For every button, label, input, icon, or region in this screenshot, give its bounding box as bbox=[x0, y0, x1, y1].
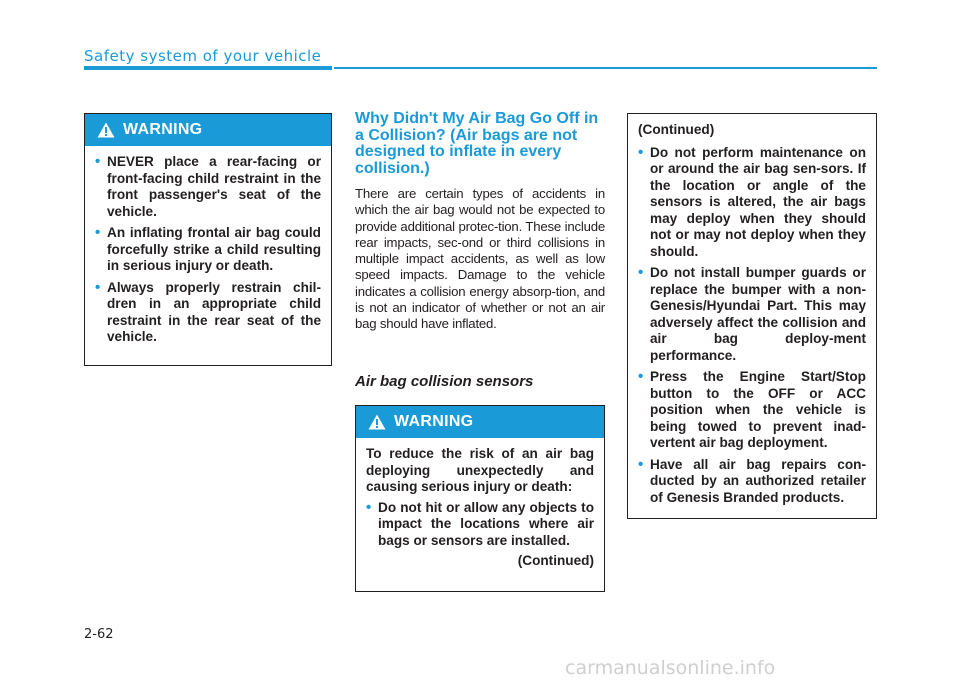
header-rule-line bbox=[334, 67, 877, 69]
page-number: 2-62 bbox=[84, 627, 114, 642]
warning-bullet: • Do not perform maintenance on or around the air bag sen-sors. If the location or angle of the sensors is altered, the air bags may deploy when they should not or may not deploy when they should. bbox=[638, 145, 866, 261]
warning-bullet: • NEVER place a rear-facing or front-facing child restraint in the front passenger's seat of the vehicle. bbox=[95, 154, 321, 220]
warning-label: WARNING bbox=[123, 121, 203, 138]
subsection-heading: Air bag collision sensors bbox=[355, 373, 534, 390]
warning-bullet: • Have all air bag repairs con-ducted by an authorized retailer of Genesis Branded products. bbox=[638, 457, 866, 507]
continued-label: (Continued) bbox=[517, 553, 594, 568]
continued-label: (Continued) bbox=[638, 122, 715, 137]
warning-label: WARNING bbox=[394, 413, 474, 430]
section-header-title: Safety system of your vehicle bbox=[84, 47, 322, 65]
warning-bullet: • Always properly restrain chil-dren in an appropriate child restraint in the rear seat of the vehicle. bbox=[95, 280, 321, 346]
watermark-text: carmanualsonline.info bbox=[565, 657, 776, 679]
warning-body bbox=[85, 146, 331, 361]
section-paragraph: There are certain types of accidents in which the air bag would not be expected to provide additional protec-tion. These include rear impacts, sec-ond or third collisions in multiple impact accidents, as well as low speed impacts. Damage to the vehicle indicates a collision energy absorp-tion, and is not an indicator of whether or not an air bag should have inflated. bbox=[355, 186, 605, 332]
warning-header bbox=[85, 114, 331, 146]
warning-body bbox=[356, 438, 604, 580]
warning-triangle-icon bbox=[368, 414, 386, 430]
warning-bullet-list bbox=[638, 145, 866, 507]
warning-bullet: • Press the Engine Start/Stop button to the OFF or ACC position when the vehicle is being towed to prevent inad-vertent air bag deployment. bbox=[638, 369, 866, 452]
warning-box-right bbox=[627, 113, 877, 519]
warning-header bbox=[356, 406, 604, 438]
warning-bullet-list bbox=[95, 154, 321, 346]
warning-body bbox=[628, 114, 876, 516]
warning-bullet: • Do not install bumper guards or replace the bumper with a non-Genesis/Hyundai Part. This may adversely affect the collision and air bag deploy-ment performance. bbox=[638, 265, 866, 364]
warning-box-left bbox=[84, 113, 332, 366]
warning-box-middle bbox=[355, 405, 605, 592]
section-title: Why Didn't My Air Bag Go Off in a Collision? (Air bags are not designed to inflate in every collision.) bbox=[355, 110, 599, 177]
warning-bullet: • Do not hit or allow any objects to impact the locations where air bags or sensors are installed. bbox=[366, 500, 594, 550]
warning-bullet: • An inflating frontal air bag could forcefully strike a child resulting in serious injury or death. bbox=[95, 225, 321, 275]
warning-triangle-icon bbox=[97, 122, 115, 138]
header-rule-accent bbox=[84, 66, 332, 70]
warning-intro: To reduce the risk of an air bag deploying unexpectedly and causing serious injury or death: bbox=[366, 446, 594, 494]
warning-bullet-list bbox=[366, 500, 594, 550]
